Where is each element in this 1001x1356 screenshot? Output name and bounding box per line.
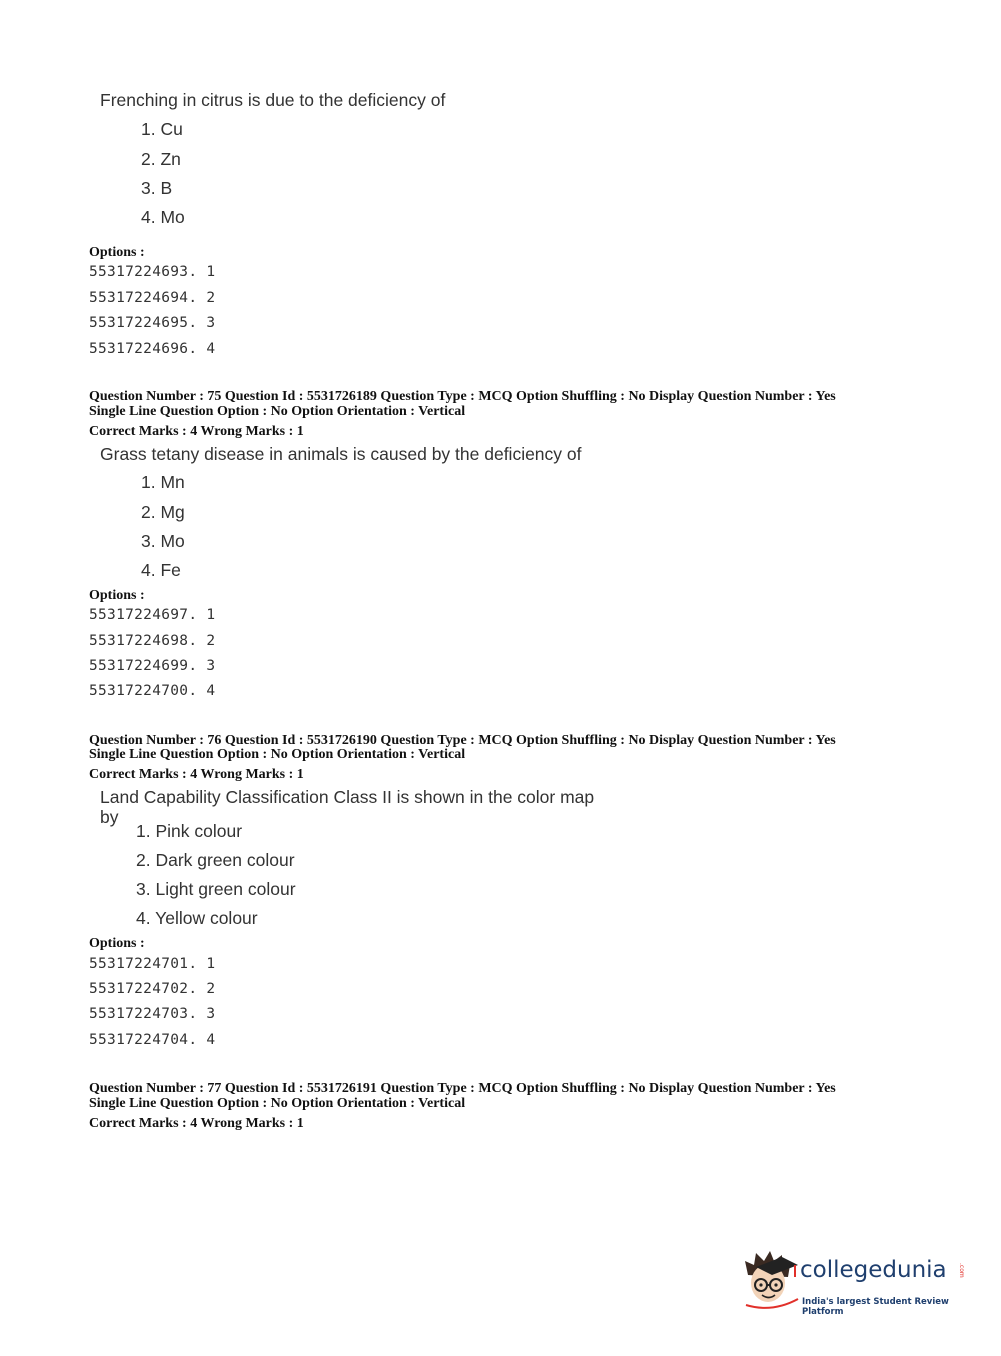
question-marks: Correct Marks : 4 Wrong Marks : 1 [89,1116,304,1131]
answer-choice: 3. Mo [141,531,185,551]
question-text: Frenching in citrus is due to the deficiency of [100,90,446,110]
answer-choice: 4. Mo [141,207,185,227]
options-label: Options : [89,245,145,260]
brand-name: collegedunia [800,1257,947,1283]
option-id: 55317224693. 1 [89,264,216,280]
option-id: 55317224703. 3 [89,1006,216,1022]
answer-choice: 3. Light green colour [136,879,296,899]
question-meta: Question Number : 77 Question Id : 5531726191 Question Type : MCQ Option Shuffling : No Display Question Number : Yes [89,1081,836,1096]
question-marks: Correct Marks : 4 Wrong Marks : 1 [89,424,304,439]
answer-choice: 1. Mn [141,472,185,492]
option-id: 55317224698. 2 [89,633,216,649]
option-id: 55317224702. 2 [89,981,216,997]
answer-choice: 3. B [141,178,173,198]
options-label: Options : [89,588,145,603]
question-meta: Question Number : 75 Question Id : 5531726189 Question Type : MCQ Option Shuffling : No Display Question Number : Yes [89,389,836,404]
brand-suffix: .com [958,1263,965,1278]
option-id: 55317224699. 3 [89,658,216,674]
answer-choice: 1. Pink colour [136,821,243,841]
mascot-icon [742,1247,800,1313]
question-marks: Correct Marks : 4 Wrong Marks : 1 [89,767,304,782]
question-meta: Single Line Question Option : No Option Orientation : Vertical [89,404,466,419]
option-id: 55317224697. 1 [89,607,216,623]
option-id: 55317224700. 4 [89,683,216,699]
option-id: 55317224701. 1 [89,956,216,972]
question-text-continued: by [100,807,119,827]
answer-choice: 2. Dark green colour [136,850,295,870]
question-text: Land Capability Classification Class II is shown in the color map [100,787,595,807]
question-meta: Single Line Question Option : No Option Orientation : Vertical [89,1096,466,1111]
option-id: 55317224704. 4 [89,1032,216,1048]
answer-choice: 2. Mg [141,502,185,522]
question-text: Grass tetany disease in animals is caused by the deficiency of [100,444,582,464]
answer-choice: 4. Yellow colour [136,908,258,928]
answer-choice: 4. Fe [141,560,181,580]
option-id: 55317224695. 3 [89,315,216,331]
question-meta: Single Line Question Option : No Option Orientation : Vertical [89,747,466,762]
question-meta: Question Number : 76 Question Id : 5531726190 Question Type : MCQ Option Shuffling : No Display Question Number : Yes [89,733,836,748]
option-id: 55317224694. 2 [89,290,216,306]
option-id: 55317224696. 4 [89,341,216,357]
answer-choice: 1. Cu [141,119,183,139]
answer-choice: 2. Zn [141,149,181,169]
options-label: Options : [89,936,145,951]
brand-tagline: India's largest Student Review Platform [802,1297,949,1317]
collegedunia-logo [742,1247,972,1317]
